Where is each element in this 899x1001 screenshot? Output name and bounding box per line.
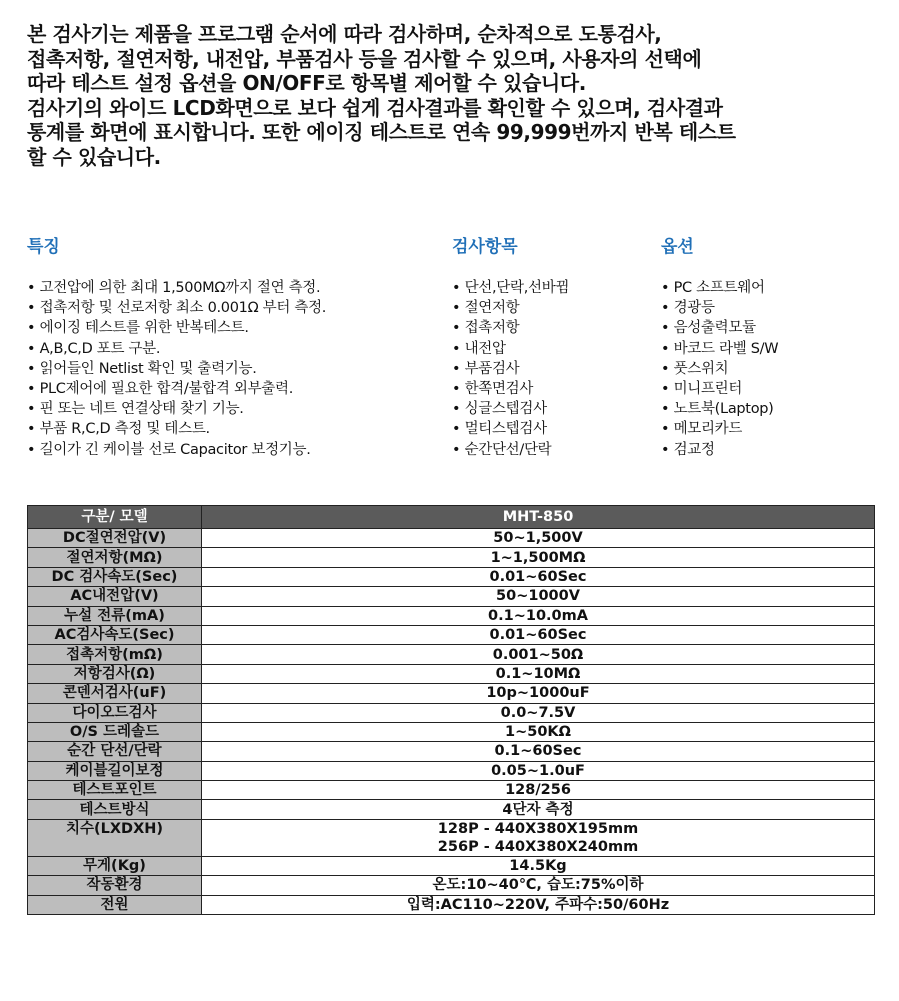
intro-line: 통계를 화면에 표시합니다. 또한 에이징 테스트로 연속 99,999번까지 반복 테스트 <box>27 120 736 144</box>
features-list <box>27 278 326 460</box>
header-label-cell: 구분/ 모델 <box>28 506 202 529</box>
table-row <box>28 876 875 895</box>
list-item: • A,B,C,D 포트 구분. <box>27 339 326 359</box>
list-item: • 미니프린터 <box>661 379 778 399</box>
table-row <box>28 742 875 761</box>
row-value: 0.1~60Sec <box>202 742 875 761</box>
row-label: 절연저항(MΩ) <box>28 548 202 567</box>
list-item: • 접촉저항 및 선로저항 최소 0.001Ω 부터 측정. <box>27 298 326 318</box>
list-item: • 노트북(Laptop) <box>661 399 778 419</box>
options-heading: 옵션 <box>661 237 694 257</box>
row-label: 콘덴서검사(uF) <box>28 684 202 703</box>
row-value: 14.5Kg <box>202 856 875 875</box>
row-value: 0.001~50Ω <box>202 645 875 664</box>
row-label: 누설 전류(mA) <box>28 606 202 625</box>
dimension-256p: 256P - 440X380X240mm <box>437 838 639 855</box>
list-item: • 읽어들인 Netlist 확인 및 출력기능. <box>27 359 326 379</box>
row-label: 무게(Kg) <box>28 856 202 875</box>
row-label: 전원 <box>28 895 202 914</box>
list-item: • 한쪽면검사 <box>452 379 569 399</box>
list-item: • 싱글스텝검사 <box>452 399 569 419</box>
list-item: • 핀 또는 네트 연결상태 찾기 기능. <box>27 399 326 419</box>
row-label: AC내전압(V) <box>28 587 202 606</box>
row-label: O/S 드레솔드 <box>28 722 202 741</box>
test-items-heading: 검사항목 <box>452 237 518 257</box>
list-item: • 내전압 <box>452 339 569 359</box>
list-item: • 부품검사 <box>452 359 569 379</box>
row-value: 10p~1000uF <box>202 684 875 703</box>
row-value: 0.1~10.0mA <box>202 606 875 625</box>
table-row <box>28 800 875 819</box>
dimension-128p: 128P - 440X380X195mm <box>437 820 639 837</box>
header-model-cell: MHT-850 <box>202 506 875 529</box>
list-item: • 검교정 <box>661 440 778 460</box>
table-row <box>28 895 875 914</box>
list-item: • PLC제어에 필요한 합격/불합격 외부출력. <box>27 379 326 399</box>
table-row <box>28 625 875 644</box>
table-row <box>28 529 875 548</box>
row-value: 0.0~7.5V <box>202 703 875 722</box>
list-item: • 음성출력모듈 <box>661 318 778 338</box>
list-item: • 절연저항 <box>452 298 569 318</box>
row-label: 케이블길이보정 <box>28 761 202 780</box>
list-item: • 경광등 <box>661 298 778 318</box>
row-label: DC 검사속도(Sec) <box>28 567 202 586</box>
row-label: AC검사속도(Sec) <box>28 625 202 644</box>
table-row <box>28 781 875 800</box>
list-item: • 메모리카드 <box>661 419 778 439</box>
table-row <box>28 722 875 741</box>
features-heading: 특징 <box>27 237 60 257</box>
table-header-row <box>28 506 875 529</box>
table-row <box>28 703 875 722</box>
intro-line: 따라 테스트 설정 옵션을 ON/OFF로 항목별 제어할 수 있습니다. <box>27 71 586 95</box>
table-row <box>28 819 875 856</box>
table-row <box>28 567 875 586</box>
intro-line: 접촉저항, 절연저항, 내전압, 부품검사 등을 검사할 수 있으며, 사용자의 선택에 <box>27 46 702 71</box>
row-value: 128/256 <box>202 781 875 800</box>
intro-paragraph <box>27 22 877 169</box>
row-value <box>202 819 875 856</box>
table-row <box>28 587 875 606</box>
list-item: • 단선,단락,선바뀜 <box>452 278 569 298</box>
row-value: 1~50KΩ <box>202 722 875 741</box>
row-label: 테스트방식 <box>28 800 202 819</box>
row-label: 테스트포인트 <box>28 781 202 800</box>
list-item: • 길이가 긴 케이블 선로 Capacitor 보정기능. <box>27 440 326 460</box>
table-row <box>28 856 875 875</box>
table-row <box>28 645 875 664</box>
intro-line: 할 수 있습니다. <box>27 144 161 169</box>
table-row <box>28 684 875 703</box>
list-item: • 고전압에 의한 최대 1,500MΩ까지 절연 측정. <box>27 278 326 298</box>
list-item: • 접촉저항 <box>452 318 569 338</box>
row-value: 0.01~60Sec <box>202 625 875 644</box>
table-row <box>28 761 875 780</box>
row-label: DC절연전압(V) <box>28 529 202 548</box>
intro-line: 본 검사기는 제품을 프로그램 순서에 따라 검사하며, 순차적으로 도통검사, <box>27 22 662 46</box>
list-item: • PC 소프트웨어 <box>661 278 778 298</box>
list-item: • 부품 R,C,D 측정 및 테스트. <box>27 419 326 439</box>
spec-table <box>27 505 875 915</box>
table-row <box>28 664 875 683</box>
row-label: 순간 단선/단락 <box>28 742 202 761</box>
test-items-list <box>452 278 569 460</box>
row-value: 온도:10~40℃, 습도:75%이하 <box>202 876 875 895</box>
intro-line: 검사기의 와이드 LCD화면으로 보다 쉽게 검사결과를 확인할 수 있으며, 검사결과 <box>27 95 723 120</box>
row-value: 0.05~1.0uF <box>202 761 875 780</box>
row-value: 4단자 측정 <box>202 800 875 819</box>
list-item: • 순간단선/단락 <box>452 440 569 460</box>
row-value: 50~1,500V <box>202 529 875 548</box>
row-label: 다이오드검사 <box>28 703 202 722</box>
row-label: 작동환경 <box>28 876 202 895</box>
table-row <box>28 548 875 567</box>
row-label: 치수(LXDXH) <box>28 819 202 856</box>
list-item: • 풋스위치 <box>661 359 778 379</box>
row-label: 저항검사(Ω) <box>28 664 202 683</box>
row-value: 입력:AC110~220V, 주파수:50/60Hz <box>202 895 875 914</box>
row-value: 50~1000V <box>202 587 875 606</box>
row-value: 1~1,500MΩ <box>202 548 875 567</box>
row-value: 0.1~10MΩ <box>202 664 875 683</box>
table-row <box>28 606 875 625</box>
row-label: 접촉저항(mΩ) <box>28 645 202 664</box>
list-item: • 멀티스텝검사 <box>452 419 569 439</box>
list-item: • 바코드 라벨 S/W <box>661 339 778 359</box>
row-value: 0.01~60Sec <box>202 567 875 586</box>
list-item: • 에이징 테스트를 위한 반복테스트. <box>27 318 326 338</box>
options-list <box>661 278 778 460</box>
